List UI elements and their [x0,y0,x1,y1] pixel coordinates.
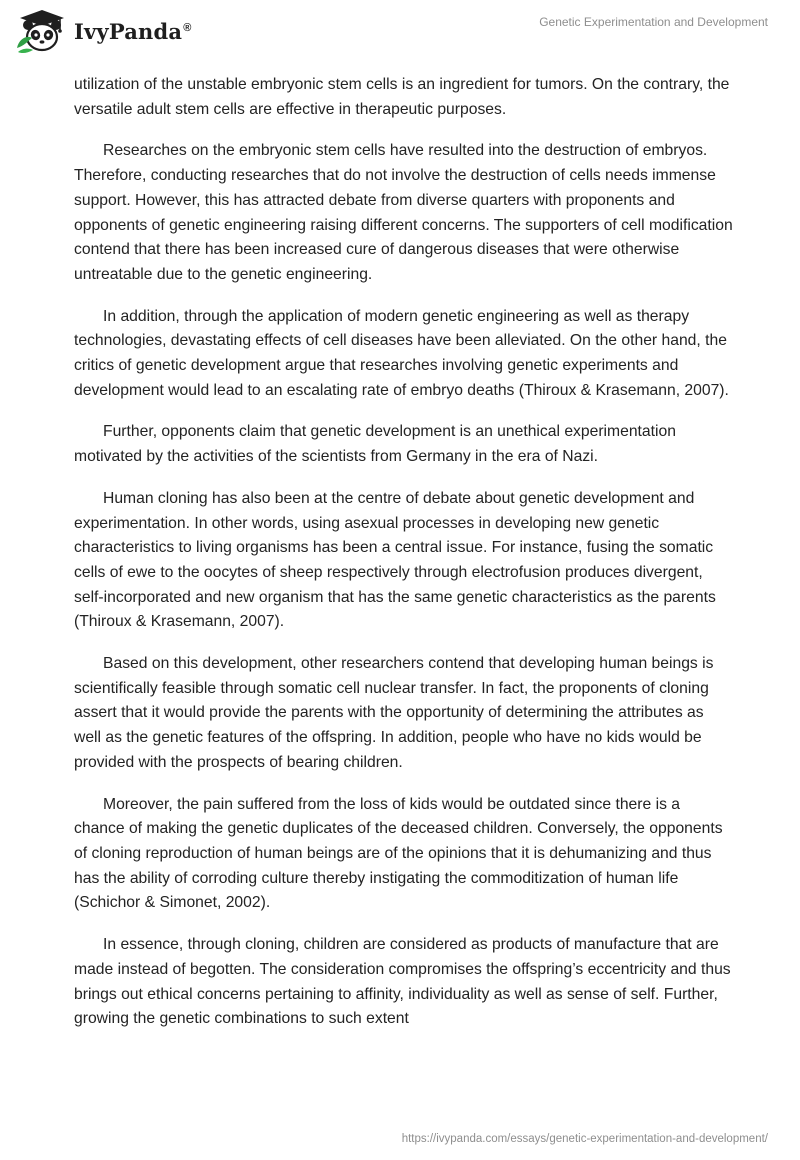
paragraph: Researches on the embryonic stem cells have resulted into the destruction of embryos. Therefore, conducting researches that do not involve the destruction of cells needs immense support. However, this has attracted debate from diverse quarters with proponents and opponents of genetic engineering raising different concerns. The supporters of cell modification contend that there has been increased cure of dangerous diseases that were otherwise untreatable due to the genetic engineering. [74,142,733,283]
essay-body [74,73,734,1049]
document-title: Genetic Experimentation and Development [539,15,768,29]
registered-mark: ® [183,21,192,34]
page-header [0,0,800,60]
source-url-link[interactable]: https://ivypanda.com/essays/genetic-experimentation-and-development/ [401,1133,768,1145]
brand-name: IvyPanda® [74,18,192,44]
paragraph: utilization of the unstable embryonic stem cells is an ingredient for tumors. On the contrary, the versatile adult stem cells are effective in therapeutic purposes. [74,76,730,118]
paragraph: In essence, through cloning, children are considered as products of manufacture that are made instead of begotten. The consideration compromises the offspring’s eccentricity and thus brings out ethical concerns pertaining to affinity, individuality as well as sense of self. Further, growing the genetic combinations to such extent [74,936,731,1028]
paragraph: Based on this development, other researchers contend that developing human beings is scientifically feasible through somatic cell nuclear transfer. In fact, the proponents of cloning assert that it would provide the parents with the opportunity of determining the attributes as well as the genetic features of the offspring. In addition, people who have no kids would be provided with the prospects of bearing children. [74,655,714,771]
paragraph: Moreover, the pain suffered from the loss of kids would be outdated since there is a chance of making the genetic duplicates of the deceased children. Conversely, the opponents of cloning reproduction of human beings are of the opinions that it is dehumanizing and thus has the ability of corroding culture thereby instigating the commoditization of human life (Schichor & Simonet, 2002). [74,795,723,912]
ivypanda-logo[interactable] [14,8,192,54]
paragraph: In addition, through the application of modern genetic engineering as well as therapy technologies, devastating effects of cell diseases have been alleviated. On the other hand, the critics of genetic development argue that researches involving genetic experiments and development would lead to an escalating rate of embryo deaths (Thiroux & Krasemann, 2007). [74,307,729,399]
paragraph: Further, opponents claim that genetic development is an unethical experimentation motivated by the activities of the scientists from Germany in the era of Nazi. [74,423,676,466]
paragraph: Human cloning has also been at the centre of debate about genetic development and experimentation. In other words, using asexual processes in developing new genetic characteristics to living organisms has been a central issue. For instance, fusing the somatic cells of ewe to the oocytes of sheep respectively through electrofusion produces divergent, self-incorporated and new organism that has the same genetic characteristics as the parents (Thiroux & Krasemann, 2007). [74,489,716,631]
panda-graduate-icon [14,8,70,54]
